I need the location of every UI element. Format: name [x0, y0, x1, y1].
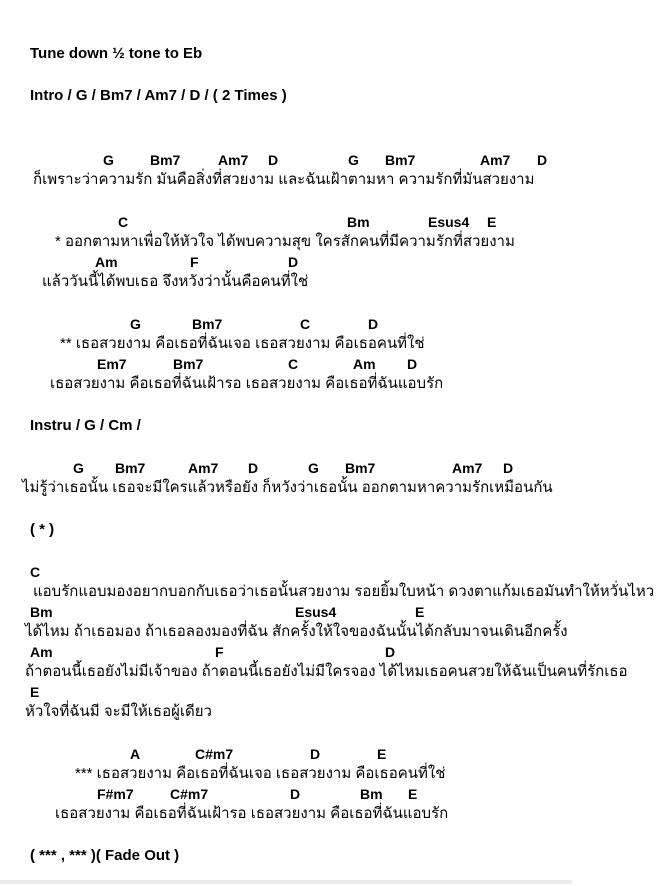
blank-line: [0, 190, 670, 212]
chord-symbol: E: [487, 214, 497, 230]
lyric-text: ** เธอสวยงาม คือเธอที่ฉันเจอ เธอสวยงาม คือเธอคนที่ใช่: [60, 335, 425, 352]
lyric-line: [0, 662, 670, 682]
chord-line: [0, 744, 670, 764]
chord-line: [0, 150, 670, 170]
lyric-text: เธอสวยงาม คือเธอที่ฉันเฝ้ารอ เธอสวยงาม คือเธอที่ฉันแอบรัก: [50, 375, 444, 392]
chord-symbol: Bm: [347, 214, 370, 230]
chord-line: [0, 354, 670, 374]
blank-line: [0, 64, 670, 86]
chord-symbol: Esus4: [428, 214, 470, 230]
chord-symbol: Am7: [452, 460, 483, 476]
lyric-text: ก็เพราะว่าความรัก มันคือสิ่งที่สวยงาม และฉันเฝ้าตามหา ความรักที่มันสวยงาม: [33, 171, 535, 188]
song-sheet: [0, 44, 670, 866]
lyric-line: [0, 702, 670, 722]
chord-line: [0, 642, 670, 662]
instru-line: [0, 416, 670, 436]
chord-line: [0, 458, 670, 478]
chord-symbol: Bm7: [385, 152, 416, 168]
chord-symbol: D: [407, 356, 418, 372]
chord-symbol: F: [215, 644, 224, 660]
blank-line: [0, 436, 670, 458]
chord-symbol: C: [30, 564, 41, 580]
chord-line: [0, 602, 670, 622]
lyric-line: [0, 374, 670, 394]
chord-symbol: Bm7: [115, 460, 146, 476]
label-text: Intro / G / Bm7 / Am7 / D / ( 2 Times ): [30, 87, 287, 104]
lyric-line: [0, 272, 670, 292]
chord-symbol: Esus4: [295, 604, 337, 620]
chord-symbol: Am: [95, 254, 118, 270]
chord-symbol: D: [537, 152, 548, 168]
lyric-text: ได้ไหม ถ้าเธอมอง ถ้าเธอลองมองที่ฉัน สักครั้งให้ใจของฉันนั้นได้กลับมาจนเดินอีกครั้ง: [25, 623, 568, 640]
blank-line: [0, 394, 670, 416]
lyric-line: [0, 478, 670, 498]
chord-symbol: F#m7: [97, 786, 134, 802]
tuning-note: [0, 44, 670, 64]
chord-line: [0, 784, 670, 804]
chord-symbol: D: [385, 644, 396, 660]
chord-symbol: G: [348, 152, 359, 168]
chord-symbol: C#m7: [195, 746, 234, 762]
chord-symbol: Am7: [480, 152, 511, 168]
blank-line: [0, 498, 670, 520]
intro-line: [0, 86, 670, 106]
lyric-line: [0, 622, 670, 642]
blank-line: [0, 824, 670, 846]
chord-symbol: Bm7: [345, 460, 376, 476]
chord-symbol: C: [300, 316, 311, 332]
repeat-marker: [0, 520, 670, 540]
chord-symbol: D: [290, 786, 301, 802]
chord-line: [0, 252, 670, 272]
chord-symbol: C: [288, 356, 299, 372]
chord-symbol: D: [268, 152, 279, 168]
page-bottom-divider: [0, 880, 572, 884]
chord-symbol: Am7: [218, 152, 249, 168]
blank-line: [0, 128, 670, 150]
lyric-text: แล้ววันนี้ได้พบเธอ จึงหวังว่านั้นคือคนที่ใช่: [42, 273, 309, 290]
chord-symbol: G: [73, 460, 84, 476]
chord-line: [0, 212, 670, 232]
blank-line: [0, 292, 670, 314]
chord-symbol: D: [368, 316, 379, 332]
chord-symbol: C#m7: [170, 786, 209, 802]
chord-symbol: E: [30, 684, 40, 700]
blank-line: [0, 540, 670, 562]
lyric-line: [0, 334, 670, 354]
lyric-line: [0, 764, 670, 784]
blank-line: [0, 106, 670, 128]
chord-symbol: Bm7: [192, 316, 223, 332]
blank-line: [0, 722, 670, 744]
chord-symbol: Bm: [360, 786, 383, 802]
chord-symbol: E: [415, 604, 425, 620]
chord-symbol: D: [248, 460, 259, 476]
chord-symbol: Am: [30, 644, 53, 660]
lyric-line: [0, 582, 670, 602]
lyric-text: หัวใจที่ฉันมี จะมีให้เธอผู้เดียว: [25, 703, 212, 720]
lyric-text: ไม่รู้ว่าเธอนั้น เธอจะมีใครแล้วหรือยัง ก็หวังว่าเธอนั้น ออกตามหาความรักเหมือนกัน: [22, 479, 553, 496]
chord-symbol: E: [408, 786, 418, 802]
lyric-text: * ออกตามหาเพื่อให้หัวใจ ได้พบความสุข ใครสักคนที่มีความรักที่สวยงาม: [55, 233, 515, 250]
chord-line: [0, 682, 670, 702]
lyric-line: [0, 232, 670, 252]
label-text: ( *** , *** )( Fade Out ): [30, 847, 180, 864]
lyric-text: แอบรักแอบมองอยากบอกกับเธอว่าเธอนั้นสวยงาม รอยยิ้มใบหน้า ดวงตาแก้มเธอมันทำให้หวั่นไหว: [33, 583, 655, 600]
lyric-text: *** เธอสวยงาม คือเธอที่ฉันเจอ เธอสวยงาม คือเธอคนที่ใช่: [75, 765, 446, 782]
chord-symbol: E: [377, 746, 387, 762]
label-text: ( * ): [30, 521, 55, 538]
chord-symbol: G: [308, 460, 319, 476]
chord-line: [0, 314, 670, 334]
chord-symbol: G: [103, 152, 114, 168]
chord-symbol: F: [190, 254, 199, 270]
lyric-line: [0, 804, 670, 824]
outro-line: [0, 846, 670, 866]
label-text: Instru / G / Cm /: [30, 417, 141, 434]
chord-symbol: D: [288, 254, 299, 270]
chord-symbol: Bm: [30, 604, 53, 620]
chord-symbol: Am7: [188, 460, 219, 476]
lyric-text: เธอสวยงาม คือเธอที่ฉันเฝ้ารอ เธอสวยงาม คือเธอที่ฉันแอบรัก: [55, 805, 449, 822]
chord-symbol: Bm7: [150, 152, 181, 168]
lyric-line: [0, 170, 670, 190]
chord-symbol: D: [310, 746, 321, 762]
chord-symbol: Am: [353, 356, 376, 372]
chord-symbol: C: [118, 214, 129, 230]
chord-symbol: G: [130, 316, 141, 332]
chord-symbol: Bm7: [173, 356, 204, 372]
chord-line: [0, 562, 670, 582]
chord-symbol: A: [130, 746, 141, 762]
lyric-text: ถ้าตอนนี้เธอยังไม่มีเจ้าของ ถ้าตอนนี้เธอยังไม่มีใครจอง ได้ไหมเธอคนสวยให้ฉันเป็นคนที่รักเธอ: [25, 663, 628, 680]
chord-symbol: D: [503, 460, 514, 476]
chord-symbol: Em7: [97, 356, 127, 372]
label-text: Tune down ½ tone to Eb: [30, 45, 203, 62]
